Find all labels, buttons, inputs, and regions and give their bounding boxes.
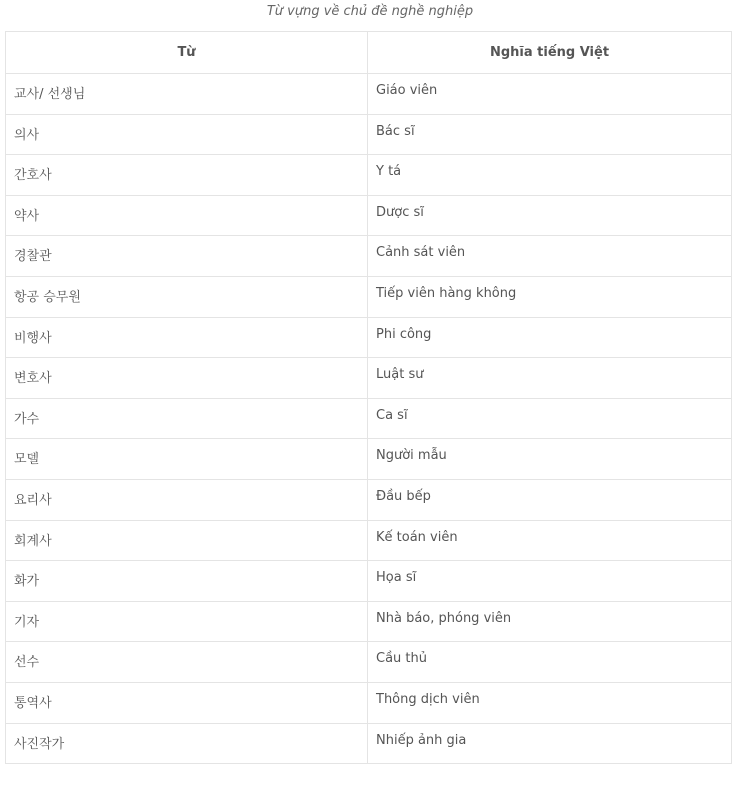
header-meaning: Nghĩa tiếng Việt: [368, 32, 732, 74]
word-cell: 가수: [6, 398, 368, 439]
meaning-cell: Dược sĩ: [368, 195, 732, 236]
word-cell: 통역사: [6, 682, 368, 723]
word-cell: 모델: [6, 439, 368, 480]
word-cell: 교사/ 선생님: [6, 74, 368, 115]
meaning-cell: Nhiếp ảnh gia: [368, 723, 732, 764]
table-row: [6, 236, 732, 277]
table-row: [6, 723, 732, 764]
table-row: [6, 601, 732, 642]
word-cell: 항공 승무원: [6, 276, 368, 317]
meaning-cell: Cảnh sát viên: [368, 236, 732, 277]
word-cell: 경찰관: [6, 236, 368, 277]
meaning-cell: Cầu thủ: [368, 642, 732, 683]
table-body: [6, 74, 732, 764]
word-cell: 사진작가: [6, 723, 368, 764]
word-cell: 변호사: [6, 358, 368, 399]
meaning-cell: Luật sư: [368, 358, 732, 399]
table-row: [6, 439, 732, 480]
table-row: [6, 317, 732, 358]
word-cell: 비행사: [6, 317, 368, 358]
table-row: [6, 561, 732, 602]
table-row: [6, 155, 732, 196]
table-row: [6, 642, 732, 683]
meaning-cell: Người mẫu: [368, 439, 732, 480]
table-row: [6, 195, 732, 236]
meaning-cell: Thông dịch viên: [368, 682, 732, 723]
meaning-cell: Y tá: [368, 155, 732, 196]
table-row: [6, 74, 732, 115]
meaning-cell: Họa sĩ: [368, 561, 732, 602]
table-header-row: [6, 32, 732, 74]
word-cell: 간호사: [6, 155, 368, 196]
table-row: [6, 114, 732, 155]
table-row: [6, 276, 732, 317]
meaning-cell: Bác sĩ: [368, 114, 732, 155]
header-word: Từ: [6, 32, 368, 74]
meaning-cell: Kế toán viên: [368, 520, 732, 561]
vocabulary-table: [5, 31, 732, 764]
table-row: [6, 358, 732, 399]
meaning-cell: Ca sĩ: [368, 398, 732, 439]
table-row: [6, 682, 732, 723]
table-row: [6, 520, 732, 561]
meaning-cell: Nhà báo, phóng viên: [368, 601, 732, 642]
word-cell: 약사: [6, 195, 368, 236]
word-cell: 선수: [6, 642, 368, 683]
word-cell: 요리사: [6, 479, 368, 520]
word-cell: 기자: [6, 601, 368, 642]
word-cell: 의사: [6, 114, 368, 155]
meaning-cell: Phi công: [368, 317, 732, 358]
word-cell: 회계사: [6, 520, 368, 561]
table-row: [6, 479, 732, 520]
table-row: [6, 398, 732, 439]
table-caption: Từ vựng về chủ đề nghề nghiệp: [266, 4, 474, 19]
meaning-cell: Giáo viên: [368, 74, 732, 115]
meaning-cell: Tiếp viên hàng không: [368, 276, 732, 317]
meaning-cell: Đầu bếp: [368, 479, 732, 520]
word-cell: 화가: [6, 561, 368, 602]
